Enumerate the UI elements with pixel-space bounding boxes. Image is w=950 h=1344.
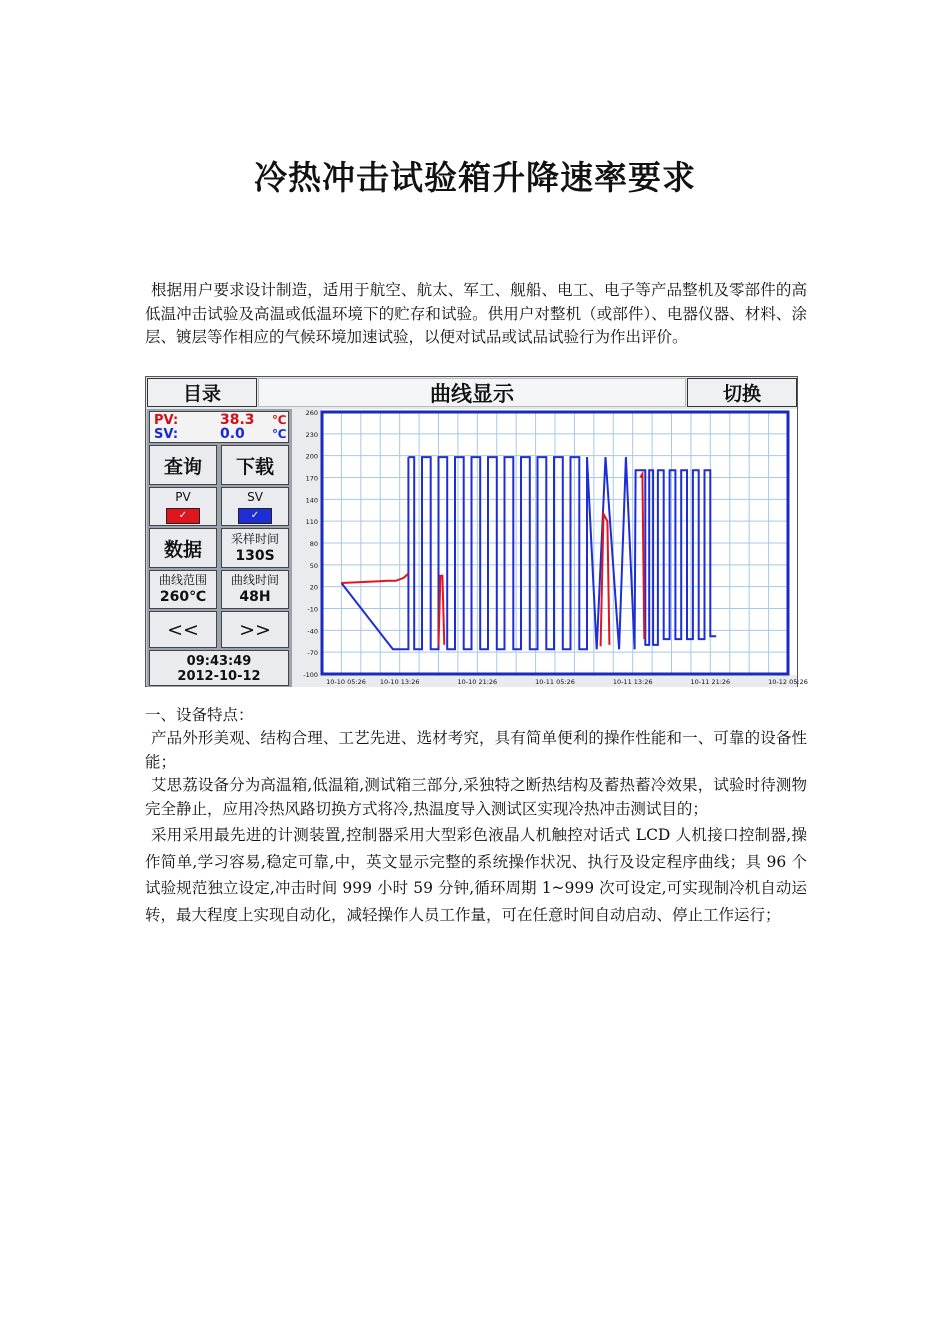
- sample-time-label: 采样时间: [230, 531, 279, 546]
- hmi-left-panel: [147, 409, 292, 687]
- document-title: 冷热冲击试验箱升降速率要求: [254, 158, 696, 197]
- curve-time-value: 48H: [239, 589, 271, 605]
- curve-range-button[interactable]: [149, 570, 217, 609]
- pv-check-icon: ✓: [166, 508, 200, 524]
- y-tick-label: -40: [307, 627, 318, 636]
- data-button[interactable]: 数据: [149, 528, 217, 568]
- sv-check-icon: ✓: [238, 508, 272, 524]
- query-button[interactable]: 查询: [149, 445, 217, 485]
- y-tick-label: 80: [309, 540, 318, 548]
- curve-time-label: 曲线时间: [230, 573, 279, 587]
- x-tick-label: 10-11 21:26: [690, 678, 731, 686]
- x-tick-label: 10-10 13:26: [379, 678, 420, 686]
- y-tick-label: 140: [305, 496, 318, 505]
- feature-paragraph-1: 产品外形美观、结构合理、工艺先进、选材考究，具有简单便利的操作性能和一、可靠的设备性能；: [145, 729, 807, 771]
- screen-title: 曲线显示: [258, 378, 686, 407]
- clock-time: 09:43:49: [186, 654, 252, 669]
- switch-button[interactable]: 切换: [687, 378, 797, 407]
- feature-paragraph-3: 采用采用最先进的计测装置,控制器采用大型彩色液晶人机触控对话式 LCD 人机接口控制器,操作简单,学习容易,稳定可靠,中，英文显示完整的系统操作状况、执行及设定程序曲线；具 96 个试验规范独立设定,冲击时间 999 小时 59 分钟,循环周期 1~999 次可设定,可实现制冷机自动运转，最大程度上实现自动化，减轻操作人员工作量，可在任意时间自动启动、停止工作运行；: [145, 826, 807, 924]
- prev-page-button[interactable]: <<: [149, 611, 217, 648]
- sv-toggle[interactable]: [221, 487, 289, 526]
- y-tick-label: -70: [307, 649, 318, 658]
- menu-button[interactable]: 目录: [147, 378, 257, 407]
- temperature-chart-svg: [292, 409, 808, 687]
- sv-toggle-label: SV: [247, 489, 263, 504]
- hmi-topbar: [146, 377, 797, 409]
- x-tick-label: 10-10 21:26: [457, 678, 498, 686]
- curve-time-button[interactable]: [221, 570, 289, 609]
- y-tick-label: 170: [305, 474, 318, 483]
- clock-display: [149, 650, 289, 686]
- x-tick-label: 10-11 05:26: [535, 678, 575, 686]
- intro-paragraph: 根据用户要求设计制造，适用于航空、航太、军工、舰船、电工、电子等产品整机及零部件的高低温冲击试验及高温或低温环境下的贮存和试验。供用户对整机（或部件）、电器仪器、材料、涂层、镀层等作相应的气候环境加速试验，以便对试品或试品试验行为作出评价。: [145, 281, 807, 346]
- y-tick-label: -100: [303, 671, 318, 679]
- pv-sv-readout: [149, 411, 289, 443]
- sample-time-value: 130S: [235, 547, 275, 564]
- sv-row: [154, 427, 286, 442]
- pv-toggle[interactable]: [149, 487, 217, 526]
- x-tick-label: 10-12 05:26: [768, 678, 808, 686]
- feature-paragraph-2: 艾思荔设备分为高温箱,低温箱,测试箱三部分,采独特之断热结构及蓄热蓄冷效果，试验时待测物完全静止，应用冷热风路切换方式将冷,热温度导入测试区实现冷热冲击测试目的；: [145, 776, 807, 818]
- pv-value: 38.3: [220, 412, 255, 428]
- x-tick-label: 10-11 13:26: [612, 678, 653, 686]
- y-tick-label: -10: [307, 605, 318, 614]
- sv-unit: ℃: [272, 427, 287, 441]
- pv-toggle-label: PV: [175, 489, 191, 504]
- temperature-chart: [292, 409, 808, 687]
- curve-range-value: 260℃: [159, 589, 207, 605]
- next-page-button[interactable]: >>: [221, 611, 289, 648]
- y-tick-label: 200: [305, 452, 318, 461]
- y-tick-label: 110: [305, 518, 318, 527]
- pv-label: PV:: [154, 413, 179, 428]
- pv-unit: ℃: [272, 413, 287, 427]
- curve-range-label: 曲线范围: [158, 573, 207, 587]
- download-button[interactable]: 下载: [221, 445, 289, 485]
- sv-value: 0.0: [220, 426, 245, 442]
- sample-time-button[interactable]: [221, 528, 289, 568]
- y-axis-band: [292, 409, 322, 687]
- y-tick-label: 260: [305, 409, 318, 417]
- sv-label: SV:: [154, 427, 179, 442]
- section-heading: 一、设备特点：: [145, 706, 254, 724]
- y-tick-label: 50: [309, 561, 318, 570]
- y-tick-label: 20: [309, 583, 318, 592]
- hmi-screenshot: [145, 376, 808, 687]
- clock-date: 2012-10-12: [177, 669, 261, 684]
- x-tick-label: 10-10 05:26: [326, 678, 366, 686]
- y-tick-label: 230: [305, 430, 318, 439]
